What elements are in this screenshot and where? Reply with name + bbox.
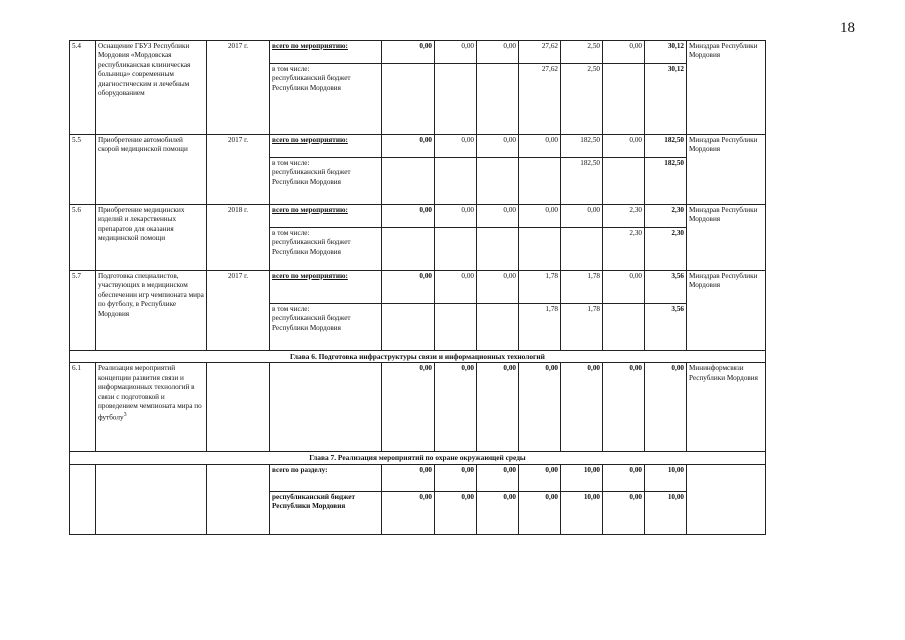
incl-value (382, 158, 435, 205)
total-label-text: всего по мероприятию: (272, 272, 348, 280)
row-number: 6.1 (70, 363, 96, 452)
footnote-mark: 3 (123, 412, 127, 419)
incl-value: 1,78 (561, 304, 603, 351)
executor: Мининформсвязи Республики Мордовия (687, 363, 766, 452)
incl-label (270, 304, 382, 351)
measure-year (207, 464, 270, 534)
row-number: 5.4 (70, 41, 96, 135)
total-value: 0,00 (435, 205, 477, 228)
total-label-text: всего по мероприятию: (272, 136, 348, 144)
budget-table (69, 40, 766, 535)
table-row (70, 41, 766, 64)
total-value: 0,00 (645, 363, 687, 452)
incl-label (270, 158, 382, 205)
row-number (70, 464, 96, 534)
total-value: 2,30 (645, 205, 687, 228)
incl-value (519, 228, 561, 271)
incl-value (435, 304, 477, 351)
budget-label: республиканский бюджет Республики Мордовия (272, 314, 351, 332)
total-value: 182,50 (561, 135, 603, 158)
executor (687, 464, 766, 534)
total-value: 0,00 (477, 135, 519, 158)
incl-value: 2,50 (561, 64, 603, 135)
incl-prefix: в том числе: (272, 229, 310, 237)
total-value: 0,00 (382, 271, 435, 304)
page-number: 18 (840, 20, 855, 36)
total-value: 2,30 (603, 205, 645, 228)
total-value: 30,12 (645, 41, 687, 64)
incl-value (603, 158, 645, 205)
total-value: 2,50 (561, 41, 603, 64)
incl-value: 182,50 (561, 158, 603, 205)
incl-value (477, 228, 519, 271)
total-value: 0,00 (603, 271, 645, 304)
incl-value (477, 158, 519, 205)
total-value: 0,00 (382, 464, 435, 491)
budget-value: 0,00 (435, 491, 477, 534)
incl-label (270, 64, 382, 135)
measure-name-text: Реализация мероприятий концепции развития связи и информационных технологий в связи с подготовкой и проведением чемпионата мира по футболу (98, 364, 202, 422)
chapter-7-title: Глава 7. Реализация мероприятий по охране окружающей среды (70, 452, 766, 464)
table-row (70, 464, 766, 491)
measure-year (207, 363, 270, 452)
executor: Минздрав Республики Мордовия (687, 205, 766, 271)
measure-label (270, 363, 382, 452)
total-value: 0,00 (519, 205, 561, 228)
total-value: 0,00 (603, 363, 645, 452)
row-number: 5.6 (70, 205, 96, 271)
total-value: 0,00 (435, 41, 477, 64)
total-value: 0,00 (561, 205, 603, 228)
total-value: 0,00 (435, 271, 477, 304)
incl-value (382, 64, 435, 135)
total-value: 0,00 (435, 464, 477, 491)
chapter-row (70, 351, 766, 363)
incl-value (382, 228, 435, 271)
total-value: 0,00 (603, 41, 645, 64)
executor: Минздрав Республики Мордовия (687, 41, 766, 135)
measure-year: 2017 г. (207, 135, 270, 205)
total-value: 0,00 (603, 464, 645, 491)
total-value: 1,78 (519, 271, 561, 304)
measure-year: 2018 г. (207, 205, 270, 271)
total-value: 0,00 (477, 205, 519, 228)
budget-value: 0,00 (603, 491, 645, 534)
incl-value (435, 228, 477, 271)
executor: Минздрав Республики Мордовия (687, 135, 766, 205)
table-row (70, 363, 766, 452)
incl-prefix: в том числе: (272, 65, 310, 73)
incl-value (603, 304, 645, 351)
total-value: 27,62 (519, 41, 561, 64)
incl-value: 1,78 (519, 304, 561, 351)
measure-name (96, 363, 207, 452)
total-value: 3,56 (645, 271, 687, 304)
total-value: 0,00 (435, 135, 477, 158)
incl-prefix: в том числе: (272, 305, 310, 313)
total-value: 0,00 (519, 464, 561, 491)
total-value: 0,00 (519, 363, 561, 452)
incl-value (477, 304, 519, 351)
budget-value: 0,00 (382, 491, 435, 534)
chapter-6-title: Глава 6. Подготовка инфраструктуры связи и информационных технологий (70, 351, 766, 363)
incl-value: 3,56 (645, 304, 687, 351)
incl-prefix: в том числе: (272, 159, 310, 167)
total-value: 10,00 (645, 464, 687, 491)
total-value: 10,00 (561, 464, 603, 491)
total-value: 0,00 (477, 464, 519, 491)
measure-name: Оснащение ГБУЗ Республики Мордовия «Мордовская республиканская клиническая больница» современным диагностическим и лечебным оборудованием (96, 41, 207, 135)
incl-value (603, 64, 645, 135)
incl-value (435, 64, 477, 135)
measure-name: Приобретение автомобилей скорой медицинской помощи (96, 135, 207, 205)
measure-year: 2017 г. (207, 271, 270, 351)
measure-name: Приобретение медицинских изделий и лекарственных препаратов для оказания медицинской помощи (96, 205, 207, 271)
measure-year: 2017 г. (207, 41, 270, 135)
table-row (70, 205, 766, 228)
total-label (270, 205, 382, 228)
section-total-label: всего по разделу: (270, 464, 382, 491)
incl-value: 30,12 (645, 64, 687, 135)
incl-value: 2,30 (645, 228, 687, 271)
table-row (70, 135, 766, 158)
measure-name (96, 464, 207, 534)
incl-label (270, 228, 382, 271)
total-value: 0,00 (382, 363, 435, 452)
total-value: 182,50 (645, 135, 687, 158)
total-label-text: всего по мероприятию: (272, 206, 348, 214)
incl-value (477, 64, 519, 135)
total-value: 0,00 (477, 363, 519, 452)
budget-value: 10,00 (561, 491, 603, 534)
total-value: 1,78 (561, 271, 603, 304)
incl-value: 2,30 (603, 228, 645, 271)
budget-label: республиканский бюджет Республики Мордовия (272, 168, 351, 186)
total-label (270, 41, 382, 64)
budget-label: республиканский бюджет Республики Мордовия (272, 74, 351, 92)
incl-value: 27,62 (519, 64, 561, 135)
total-value: 0,00 (477, 271, 519, 304)
total-value: 0,00 (435, 363, 477, 452)
total-value: 0,00 (382, 205, 435, 228)
incl-value: 182,50 (645, 158, 687, 205)
total-label (270, 271, 382, 304)
total-value: 0,00 (382, 41, 435, 64)
total-value: 0,00 (519, 135, 561, 158)
measure-name: Подготовка специалистов, участвующих в медицинском обеспечении игр чемпионата мира по футболу, в Республике Мордовия (96, 271, 207, 351)
row-number: 5.5 (70, 135, 96, 205)
total-value: 0,00 (561, 363, 603, 452)
total-value: 0,00 (382, 135, 435, 158)
total-label-text: всего по мероприятию: (272, 42, 348, 50)
budget-value: 0,00 (477, 491, 519, 534)
budget-label: республиканский бюджет Республики Мордовия (270, 491, 382, 534)
budget-value: 0,00 (519, 491, 561, 534)
incl-value (382, 304, 435, 351)
row-number: 5.7 (70, 271, 96, 351)
total-value: 0,00 (603, 135, 645, 158)
budget-value: 10,00 (645, 491, 687, 534)
total-label (270, 135, 382, 158)
total-value: 0,00 (477, 41, 519, 64)
table-row (70, 271, 766, 304)
budget-label: республиканский бюджет Республики Мордовия (272, 238, 351, 256)
incl-value (561, 228, 603, 271)
executor: Минздрав Республики Мордовия (687, 271, 766, 351)
chapter-row (70, 452, 766, 464)
incl-value (519, 158, 561, 205)
incl-value (435, 158, 477, 205)
